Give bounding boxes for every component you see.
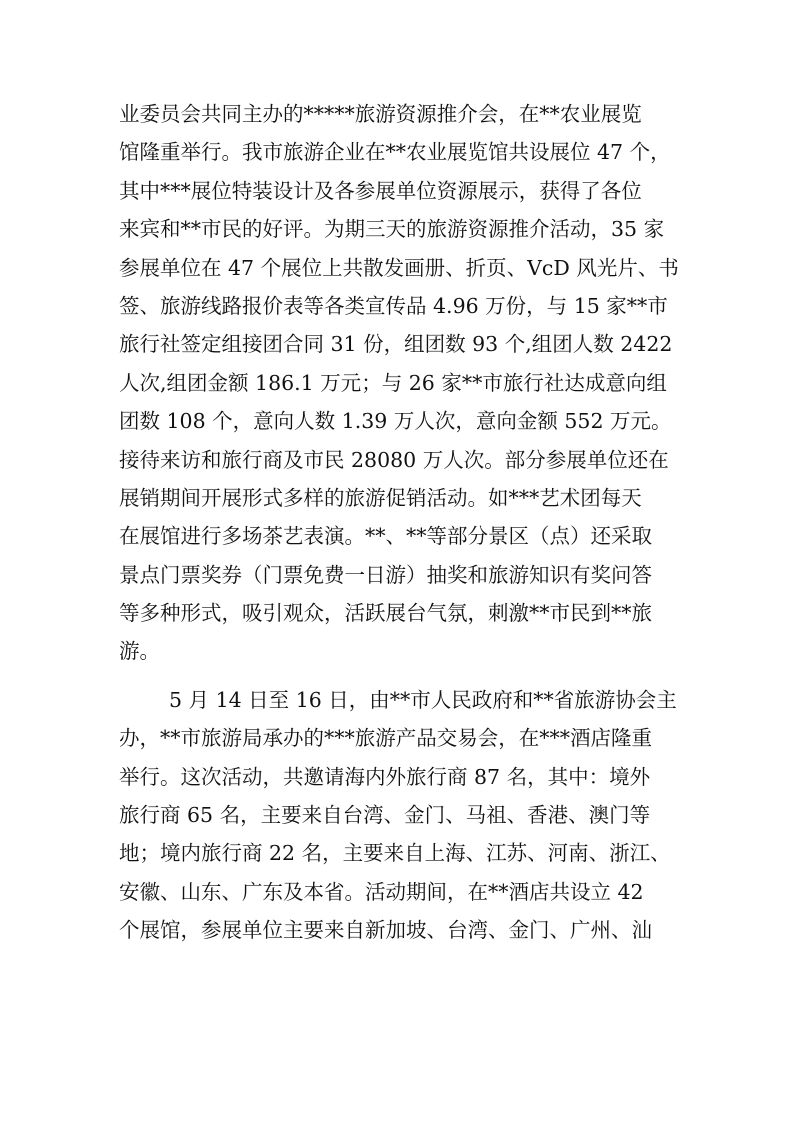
text-line: 参展单位在 47 个展位上共散发画册、折页、VcD 风光片、书 <box>119 255 679 280</box>
document-body <box>119 95 685 950</box>
text-line: 来宾和**市民的好评。为期三天的旅游资源推介活动，35 家 <box>119 217 665 242</box>
text-line: 等多种形式，吸引观众，活跃展台气氛，刺激**市民到**旅 <box>119 601 652 626</box>
text-line: 展销期间开展形式多样的旅游促销活动。如***艺术团每天 <box>119 485 642 510</box>
text-line: 接待来访和旅行商及市民 28080 万人次。部分参展单位还在 <box>119 447 669 472</box>
text-line: 馆隆重举行。我市旅游企业在**农业展览馆共设展位 47 个， <box>119 140 671 165</box>
text-line: 团数 108 个，意向人数 1.39 万人次，意向金额 552 万元。 <box>119 409 672 434</box>
text-line: 在展馆进行多场茶艺表演。**、**等部分景区（点）还采取 <box>119 524 652 549</box>
text-line: 签、旅游线路报价表等各类宣传品 4.96 万份，与 15 家**市 <box>119 293 668 318</box>
text-line: 安徽、山东、广东及本省。活动期间，在**酒店共设立 42 <box>119 879 644 904</box>
text-line: 其中***展位特装设计及各参展单位资源展示，获得了各位 <box>119 178 642 203</box>
text-line: 个展馆，参展单位主要来自新加坡、台湾、金门、广州、汕 <box>119 918 652 943</box>
paragraph <box>119 681 685 950</box>
text-line: 举行。这次活动，共邀请海内外旅行商 87 名，其中：境外 <box>119 764 651 789</box>
text-line: 业委员会共同主办的*****旅游资源推介会，在**农业展览 <box>119 102 642 126</box>
text-line: 旅行商 65 名，主要来自台湾、金门、马祖、香港、澳门等 <box>119 803 651 828</box>
paragraph <box>119 95 685 671</box>
text-line: 5 月 14 日至 16 日，由**市人民政府和**省旅游协会主 <box>169 687 677 712</box>
text-line: 景点门票奖券（门票免费一日游）抽奖和旅游知识有奖问答 <box>119 562 652 587</box>
text-line: 人次,组团金额 186.1 万元；与 26 家**市旅行社达成意向组 <box>119 370 667 395</box>
text-line: 旅行社签定组接团合同 31 份，组团数 93 个,组团人数 2422 <box>119 332 673 357</box>
text-line: 办，**市旅游局承办的***旅游产品交易会，在***酒店隆重 <box>119 726 652 751</box>
paragraph-spacer <box>119 671 685 681</box>
text-line: 游。 <box>119 639 160 664</box>
text-line: 地；境内旅行商 22 名，主要来自上海、江苏、河南、浙江、 <box>119 841 671 866</box>
